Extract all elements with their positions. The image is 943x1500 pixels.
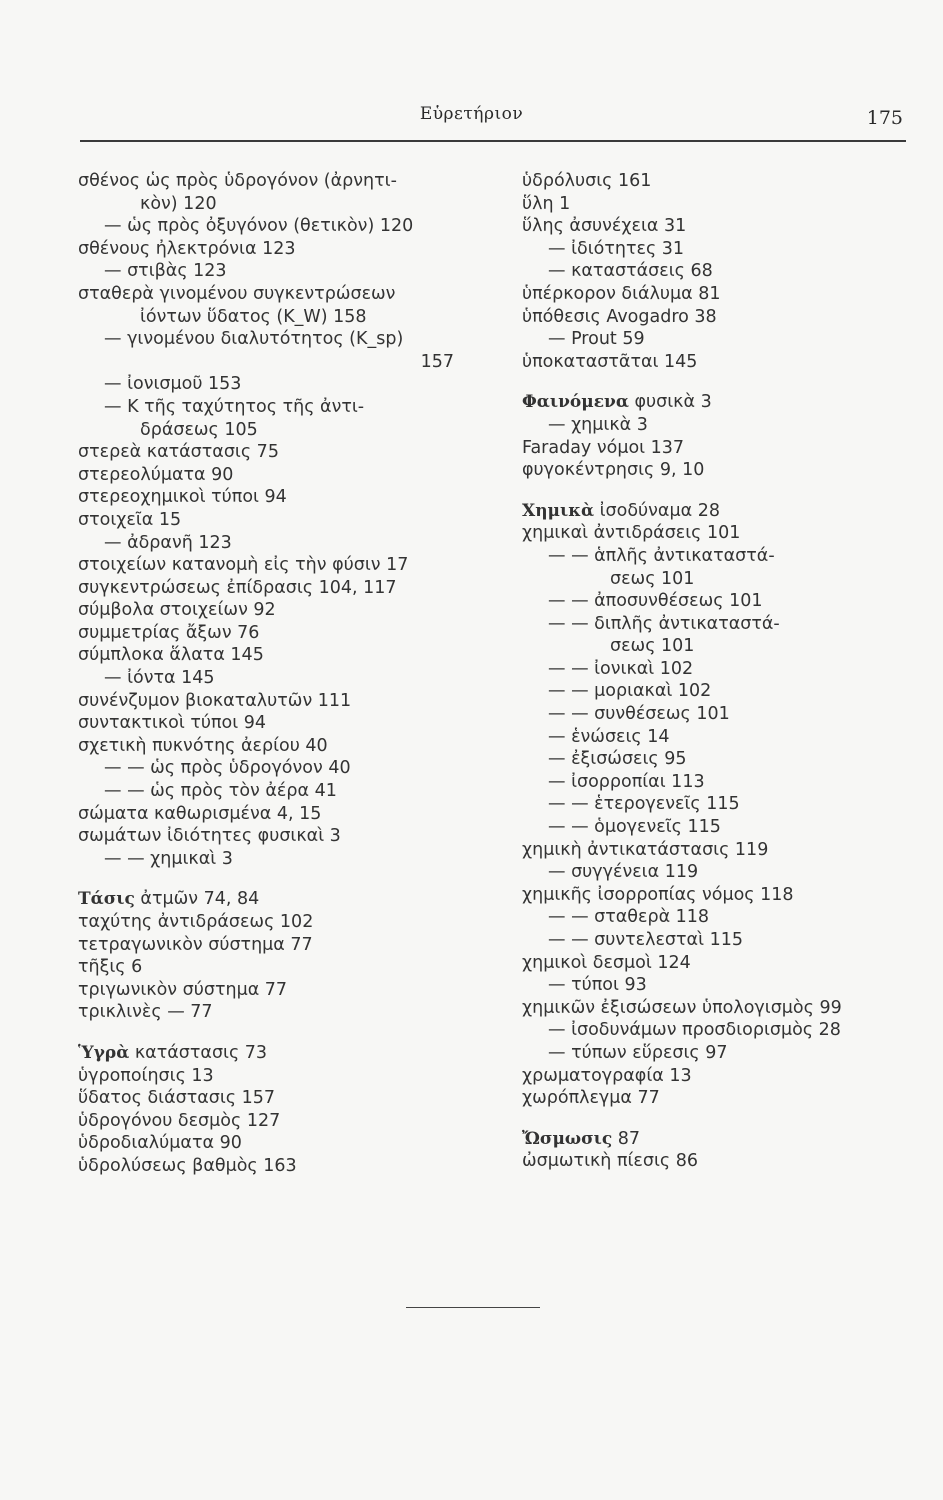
- index-entry-text: σταθερὰ γινομένου συγκεντρώσεων: [78, 283, 396, 304]
- index-entry: [522, 861, 922, 884]
- index-entry-text: 87: [612, 1128, 641, 1149]
- index-entry-text: — συγγένεια 119: [548, 862, 699, 883]
- index-entry: [522, 545, 922, 568]
- index-entry-text: στερεοχημικοὶ τύποι 94: [78, 487, 287, 508]
- index-entry-text: στερεολύματα 90: [78, 464, 234, 485]
- index-entry-text: σχετικὴ πυκνότης ἀερίου 40: [78, 735, 328, 756]
- index-entry-text: — — ὡς πρὸς ὑδρογόνον 40: [104, 758, 351, 779]
- index-entry-text: χημικῶν ἐξισώσεων ὑπολογισμὸς 99: [522, 997, 842, 1018]
- index-entry: [78, 599, 478, 622]
- index-entry-text: — — ἑτερογενεῖς 115: [548, 794, 740, 815]
- index-entry-text: σωμάτων ἰδιότητες φυσικαὶ 3: [78, 826, 341, 847]
- index-entry-text: φυσικὰ 3: [628, 392, 712, 413]
- page-number: 175: [866, 107, 903, 129]
- index-entry-text: ἀτμῶν 74, 84: [134, 889, 260, 910]
- index-entry-text: ὑδρογόνου δεσμὸς 127: [78, 1110, 281, 1131]
- index-entry-text: — ἀδρανῆ 123: [104, 532, 232, 553]
- index-entry-text: — ὡς πρὸς ὀξυγόνον (θετικὸν) 120: [104, 216, 414, 237]
- index-entry: [78, 306, 478, 329]
- index-entry-heading: Φαινόμενα: [522, 392, 629, 413]
- index-entry-text: ὠσμωτικὴ πίεσις 86: [522, 1151, 698, 1172]
- index-entry: [522, 437, 922, 460]
- index-entry: [522, 459, 922, 482]
- index-column-right: [522, 170, 922, 1173]
- index-entry-text: στερεὰ κατάστασις 75: [78, 442, 279, 463]
- index-entry: [522, 500, 922, 523]
- index-entry: [78, 509, 478, 532]
- index-entry: [78, 1110, 478, 1133]
- index-entry: [522, 771, 922, 794]
- index-entry-text: συντακτικοὶ τύποι 94: [78, 713, 266, 734]
- index-entry: [522, 703, 922, 726]
- index-entry: [78, 1132, 478, 1155]
- index-entry-text: Faraday νόμοι 137: [522, 437, 685, 458]
- index-entry-text: — ἰσορροπίαι 113: [548, 771, 705, 792]
- index-entry: [522, 1087, 922, 1110]
- index-entry: [78, 911, 478, 934]
- index-entry-text: — — σταθερὰ 118: [548, 907, 710, 928]
- index-entry-text: ταχύτης ἀντιδράσεως 102: [78, 912, 314, 932]
- index-entry-text: ὑδρολύσεως βαθμὸς 163: [78, 1155, 297, 1176]
- index-entry-text: ὕλης ἀσυνέχεια 31: [522, 216, 687, 237]
- index-entry-text: — ἑνώσεις 14: [548, 726, 670, 747]
- page-title: Εὑρετήριον: [419, 104, 524, 124]
- index-entry: [522, 839, 922, 862]
- running-head: [0, 104, 943, 134]
- index-entry-text: — — συνθέσεως 101: [548, 704, 730, 725]
- index-entry: [78, 532, 478, 555]
- index-entry: [522, 328, 922, 351]
- index-entry: [522, 1019, 922, 1042]
- index-entry: [78, 1001, 478, 1024]
- index-entry: [522, 658, 922, 681]
- index-entry: [78, 238, 478, 261]
- index-entry-text: 157: [420, 351, 454, 372]
- index-entry-text: συνένζυμον βιοκαταλυτῶν 111: [78, 690, 352, 711]
- index-entry-text: — τύποι 93: [548, 975, 647, 996]
- index-entry-text: — — ἀποσυνθέσεως 101: [548, 591, 763, 612]
- index-entry: [78, 328, 478, 351]
- index-entry-heading: Χημικὰ: [522, 500, 595, 521]
- index-entry-text: ὑδρόλυσις 161: [522, 171, 652, 191]
- index-entry-text: — Prout 59: [548, 329, 645, 350]
- index-entry: [78, 667, 478, 690]
- index-entry: [78, 554, 478, 577]
- index-entry-text: σθένους ἠλεκτρόνια 123: [78, 238, 296, 259]
- index-entry: [78, 577, 478, 600]
- index-entry: [522, 414, 922, 437]
- index-entry: [78, 170, 478, 193]
- index-entry-text: χωρόπλεγμα 77: [522, 1088, 660, 1109]
- index-entry: [522, 238, 922, 261]
- index-entry: [78, 1087, 478, 1110]
- index-entry: [78, 888, 478, 911]
- index-entry-heading: Τάσις: [78, 889, 135, 910]
- index-entry-text: — καταστάσεις 68: [548, 261, 713, 282]
- index-entry: [78, 780, 478, 803]
- index-entry: [522, 522, 922, 545]
- index-entry: [522, 952, 922, 975]
- index-entry: [522, 590, 922, 613]
- index-entry-text: χρωματογραφία 13: [522, 1065, 692, 1086]
- index-entry-text: ὑγροποίησις 13: [78, 1065, 214, 1086]
- index-entry: [78, 396, 478, 419]
- index-entry: [78, 193, 478, 216]
- index-entry-text: — — ἁπλῆς ἀντικαταστά-: [548, 545, 775, 566]
- index-entry: [522, 884, 922, 907]
- index-entry-text: σώματα καθωρισμένα 4, 15: [78, 803, 322, 824]
- index-entry: [522, 1065, 922, 1088]
- index-entry: [522, 568, 922, 591]
- index-entry-text: χημικαὶ ἀντιδράσεις 101: [522, 523, 741, 544]
- index-entry: [78, 1042, 478, 1065]
- index-entry: [522, 1128, 922, 1151]
- index-entry-text: τετραγωνικὸν σύστημα 77: [78, 934, 313, 955]
- index-entry: [522, 929, 922, 952]
- index-entry: [78, 979, 478, 1002]
- index-entry-text: σεως 101: [610, 568, 695, 589]
- index-entry: [78, 260, 478, 283]
- index-entry-text: — Κ τῆς ταχύτητος τῆς ἀντι-: [104, 396, 365, 417]
- index-entry-heading: Ὤσμωσις: [522, 1128, 613, 1149]
- index-entry-text: — — χημικαὶ 3: [104, 848, 233, 869]
- index-entry-text: συμμετρίας ἄξων 76: [78, 622, 260, 643]
- index-entry-text: — ἰσοδυνάμων προσδιορισμὸς 28: [548, 1020, 841, 1041]
- index-entry: [78, 464, 478, 487]
- index-entry-text: τρικλινὲς — 77: [78, 1002, 213, 1023]
- index-entry: [78, 712, 478, 735]
- index-entry-text: — — ὡς πρὸς τὸν ἀέρα 41: [104, 781, 337, 802]
- index-entry-text: σύμβολα στοιχείων 92: [78, 600, 276, 621]
- index-entry: [522, 1042, 922, 1065]
- index-entry-text: — ἰδιότητες 31: [548, 238, 685, 259]
- index-entry: [522, 974, 922, 997]
- index-entry-text: στοιχεῖα 15: [78, 509, 182, 530]
- index-entry: [78, 735, 478, 758]
- index-entry: [522, 215, 922, 238]
- index-entry: [78, 690, 478, 713]
- index-entry: [78, 486, 478, 509]
- index-entry: [522, 351, 922, 374]
- index-entry-text: ὑποκαταστᾶται 145: [522, 351, 698, 372]
- index-entry-text: — — διπλῆς ἀντικαταστά-: [548, 613, 780, 634]
- index-entry-text: φυγοκέντρησις 9, 10: [522, 460, 705, 481]
- index-entry-text: τριγωνικὸν σύστημα 77: [78, 979, 288, 1000]
- index-entry-text: ἰσοδύναμα 28: [594, 500, 720, 521]
- footer-rule: [406, 1307, 540, 1308]
- index-entry: [522, 260, 922, 283]
- index-entry-text: — ἰονισμοῦ 153: [104, 374, 242, 395]
- index-entry-text: τῆξις 6: [78, 957, 143, 978]
- index-entry: [78, 934, 478, 957]
- index-entry: [78, 622, 478, 645]
- index-entry: [78, 757, 478, 780]
- index-entry: [78, 803, 478, 826]
- index-entry-text: σθένος ὡς πρὸς ὑδρογόνον (ἀρνητι-: [78, 171, 397, 191]
- index-entry: [522, 997, 922, 1020]
- index-entry-heading: Ὑγρὰ: [78, 1042, 130, 1063]
- index-entry-text: χημικὴ ἀντικατάστασις 119: [522, 839, 769, 860]
- index-entry-text: — — μοριακαὶ 102: [548, 681, 712, 702]
- header-rule: [80, 140, 906, 142]
- index-entry-text: ὑπόθεσις Avogadro 38: [522, 306, 717, 327]
- index-entry: [78, 1155, 478, 1178]
- index-entry-text: κὸν) 120: [140, 193, 217, 214]
- index-entry: [522, 748, 922, 771]
- index-entry: [522, 1150, 922, 1173]
- index-entry-text: ὑδροδιαλύματα 90: [78, 1133, 242, 1154]
- index-entry-text: — — συντελεσταὶ 115: [548, 930, 743, 950]
- index-entry: [522, 793, 922, 816]
- index-entry-text: δράσεως 105: [140, 419, 258, 440]
- index-entry-text: ἰόντων ὕδατος (K_W) 158: [140, 306, 367, 327]
- index-entry: [522, 283, 922, 306]
- index-entry-text: — — ὁμογενεῖς 115: [548, 817, 721, 838]
- index-entry: [522, 306, 922, 329]
- index-entry: [522, 726, 922, 749]
- index-entry-text: στοιχείων κατανομὴ εἰς τὴν φύσιν 17: [78, 555, 409, 576]
- index-entry: [78, 1065, 478, 1088]
- index-entry: [78, 419, 478, 442]
- index-entry-text: ὕλη 1: [522, 193, 571, 214]
- index-entry-text: κατάστασις 73: [129, 1042, 268, 1063]
- index-entry-text: ὕδατος διάστασις 157: [78, 1088, 276, 1109]
- index-entry: [522, 816, 922, 839]
- index-entry: [78, 373, 478, 396]
- index-entry: [78, 441, 478, 464]
- index-entry-text: χημικῆς ἰσορροπίας νόμος 118: [522, 884, 794, 905]
- index-entry: [78, 283, 478, 306]
- index-entry-text: — χημικὰ 3: [548, 414, 648, 435]
- index-entry: [522, 170, 922, 193]
- index-entry-text: ὑπέρκορον διάλυμα 81: [522, 283, 721, 304]
- index-entry: [78, 644, 478, 667]
- index-entry: [78, 848, 478, 871]
- index-entry-text: χημικοὶ δεσμοὶ 124: [522, 952, 691, 973]
- index-entry: [522, 613, 922, 636]
- index-entry: [522, 906, 922, 929]
- index-entry-text: — στιβὰς 123: [104, 261, 227, 282]
- index-entry-text: — ἰόντα 145: [104, 668, 215, 689]
- index-entry-text: συγκεντρώσεως ἐπίδρασις 104, 117: [78, 577, 397, 598]
- index-entry: [522, 635, 922, 658]
- index-entry-text: — ἐξισώσεις 95: [548, 749, 687, 770]
- index-entry: [522, 391, 922, 414]
- index-entry: [78, 825, 478, 848]
- index-entry-text: σύμπλοκα ἅλατα 145: [78, 645, 264, 666]
- index-entry: [78, 351, 478, 374]
- index-entry-text: — — ἰονικαὶ 102: [548, 658, 694, 679]
- index-entry: [78, 956, 478, 979]
- index-column-left: [78, 170, 478, 1178]
- index-entry-text: σεως 101: [610, 636, 695, 657]
- index-entry: [522, 193, 922, 216]
- index-entry-text: — τύπων εὕρεσις 97: [548, 1042, 728, 1063]
- index-entry: [78, 215, 478, 238]
- index-entry-text: — γινομένου διαλυτότητος (K_sp): [104, 329, 404, 350]
- index-entry: [522, 680, 922, 703]
